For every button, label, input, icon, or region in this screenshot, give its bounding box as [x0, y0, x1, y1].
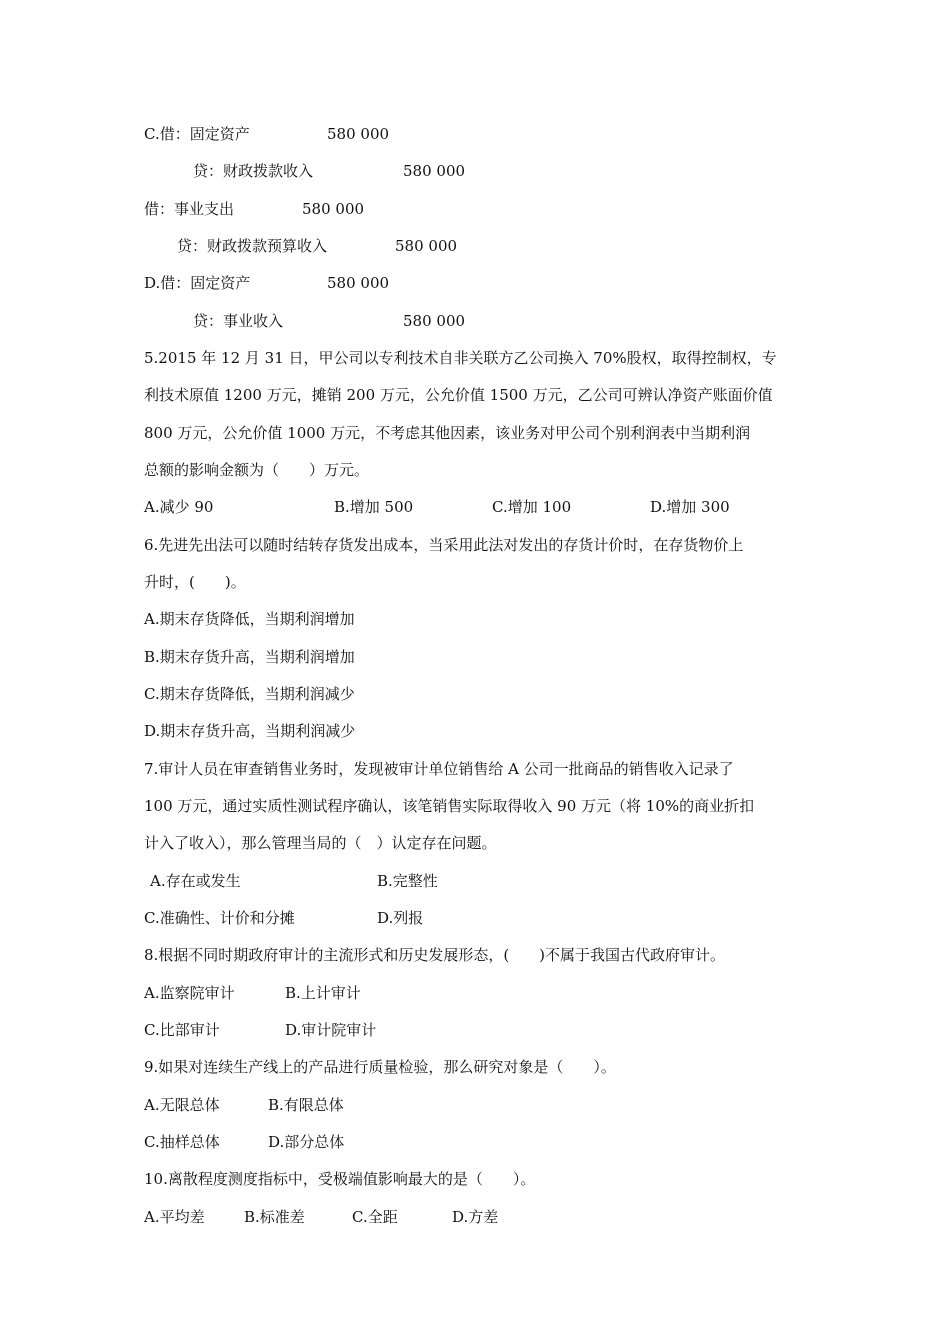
q10-line-1: 10.离散程度测度指标中，受极端值影响最大的是（ ）。 [144, 1170, 536, 1188]
q4-option-c-credit1 [0, 161, 950, 181]
q6-option-b: B.期末存货升高，当期利润增加 [144, 648, 355, 666]
q8-option-a: A.监察院审计 [144, 984, 235, 1002]
q5-option-c: C.增加 100 [492, 498, 572, 516]
q4-option-c-amount: 580 000 [327, 125, 390, 143]
q7-options-row-2 [0, 908, 950, 928]
q6-option-a: A.期末存货降低，当期利润增加 [144, 610, 355, 628]
q8-option-c: C.比部审计 [144, 1021, 220, 1039]
q5-options [0, 497, 950, 517]
q7-option-b: B.完整性 [377, 872, 438, 890]
q7-line-2: 100 万元，通过实质性测试程序确认，该笔销售实际取得收入 90 万元（将 10%的商业折扣 [144, 797, 755, 815]
q4-option-c-credit2 [0, 236, 950, 256]
q7-line-1: 7.审计人员在审查销售业务时，发现被审计单位销售给 A 公司一批商品的销售收入记录了 [144, 760, 734, 778]
q8-options-row-2 [0, 1020, 950, 1040]
q6-option-d: D.期末存货升高，当期利润减少 [144, 722, 356, 740]
q4-option-c-debit [0, 124, 950, 144]
q9-options-row-2 [0, 1132, 950, 1152]
q4-option-d-amount: 580 000 [327, 274, 390, 292]
q9-option-a: A.无限总体 [144, 1096, 220, 1114]
q6-option-c: C.期末存货降低，当期利润减少 [144, 685, 355, 703]
q4-option-c-debit2 [0, 199, 950, 219]
q5-line-2: 利技术原值 1200 万元，摊销 200 万元，公允价值 1500 万元，乙公司可辨认净资产账面价值 [144, 386, 773, 404]
q9-line-1: 9.如果对连续生产线上的产品进行质量检验，那么研究对象是（ ）。 [144, 1058, 616, 1076]
q7-option-a: A.存在或发生 [150, 872, 241, 890]
q4-option-c-credit2-label: 贷：财政拨款预算收入 [177, 237, 328, 255]
q6-line-2: 升时，( )。 [144, 573, 246, 591]
q9-option-c: C.抽样总体 [144, 1133, 220, 1151]
q4-option-d-credit-amount: 580 000 [403, 312, 466, 330]
q10-option-a: A.平均差 [144, 1208, 205, 1226]
q5-line-3: 800 万元，公允价值 1000 万元，不考虑其他因素，该业务对甲公司个别利润表中当期利润 [144, 424, 751, 442]
q4-option-d-label: D.借：固定资产 [144, 274, 251, 292]
q5-line-4: 总额的影响金额为（ ）万元。 [144, 461, 370, 479]
q4-option-d-credit [0, 311, 950, 331]
q4-option-c-credit1-amount: 580 000 [403, 162, 466, 180]
q9-option-d: D.部分总体 [268, 1133, 345, 1151]
q5-option-a: A.减少 90 [144, 498, 214, 516]
q8-option-b: B.上计审计 [285, 984, 361, 1002]
q4-option-d-debit [0, 273, 950, 293]
q5-line-1: 5.2015 年 12 月 31 日，甲公司以专利技术自非关联方乙公司换入 70%股权，取得控制权，专 [144, 349, 777, 367]
q4-option-d-credit-label: 贷：事业收入 [193, 312, 284, 330]
q5-option-b: B.增加 500 [334, 498, 414, 516]
q10-option-b: B.标准差 [244, 1208, 305, 1226]
q4-option-c-credit2-amount: 580 000 [395, 237, 458, 255]
q5-option-d: D.增加 300 [650, 498, 730, 516]
q4-option-c-label: C.借：固定资产 [144, 125, 250, 143]
q7-line-3: 计入了收入），那么管理当局的（ ）认定存在问题。 [144, 834, 497, 852]
q4-option-c-credit1-label: 贷：财政拨款收入 [193, 162, 314, 180]
q10-option-d: D.方差 [452, 1208, 499, 1226]
q4-option-c-debit2-amount: 580 000 [302, 200, 365, 218]
q8-option-d: D.审计院审计 [285, 1021, 377, 1039]
q7-option-d: D.列报 [377, 909, 424, 927]
q8-options-row-1 [0, 983, 950, 1003]
q4-option-c-debit2-label: 借：事业支出 [144, 200, 235, 218]
q7-option-c: C.准确性、计价和分摊 [144, 909, 295, 927]
q10-options [0, 1207, 950, 1227]
q6-line-1: 6.先进先出法可以随时结转存货发出成本，当采用此法对发出的存货计价时，在存货物价上 [144, 536, 744, 554]
q7-options-row-1 [0, 871, 950, 891]
q10-option-c: C.全距 [352, 1208, 398, 1226]
q9-options-row-1 [0, 1095, 950, 1115]
q9-option-b: B.有限总体 [268, 1096, 344, 1114]
q8-line-1: 8.根据不同时期政府审计的主流形式和历史发展形态，( )不属于我国古代政府审计。 [144, 946, 726, 964]
